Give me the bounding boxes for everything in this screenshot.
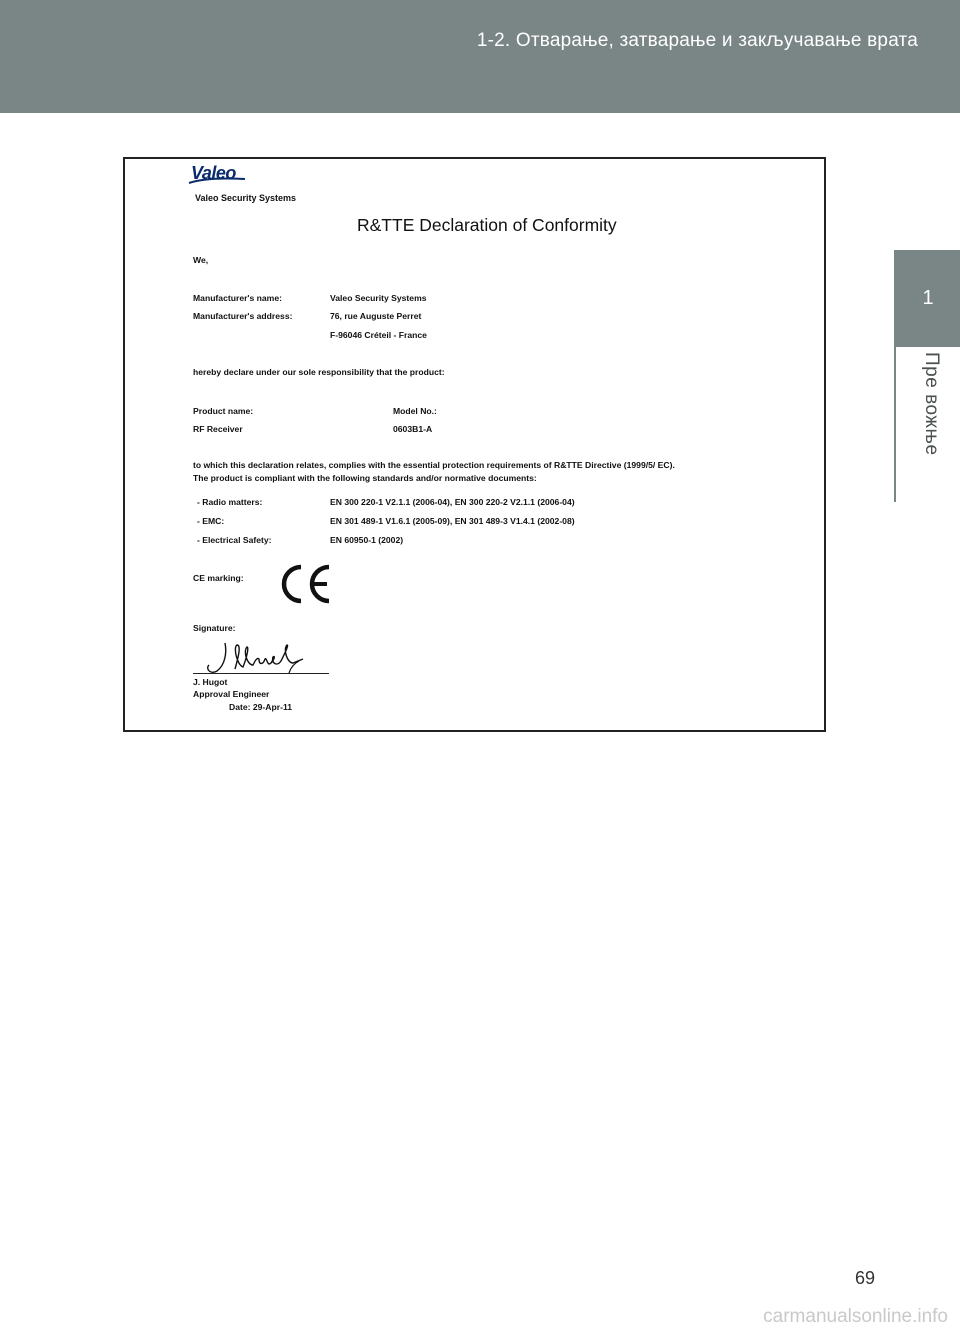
manufacturer-address-label: Manufacturer's address: <box>193 311 293 321</box>
document-title: R&TTE Declaration of Conformity <box>357 215 617 235</box>
compliance-line-1: to which this declaration relates, complies with the essential protection requirements of R&TTE Directive (1999/5/ EC). <box>193 460 675 470</box>
page-number: 69 <box>855 1268 876 1288</box>
standard-value: EN 300 220-1 V2.1.1 (2006-04), EN 300 220-2 V2.1.1 (2006-04) <box>330 497 575 507</box>
model-no-label: Model No.: <box>393 406 437 416</box>
declare-text: hereby declare under our sole responsibility that the product: <box>193 367 445 377</box>
ce-marking-label: CE marking: <box>193 573 244 583</box>
ce-mark-icon <box>279 563 333 605</box>
standard-label: - Electrical Safety: <box>197 535 272 545</box>
product-name: RF Receiver <box>193 424 243 434</box>
valeo-logo: Valeo <box>191 163 236 183</box>
side-tab-number: 1 <box>896 250 960 347</box>
logo-swoosh-icon <box>187 177 247 185</box>
chapter-header-band <box>0 0 960 113</box>
signer-name: J. Hugot <box>193 677 228 687</box>
compliance-line-2: The product is compliant with the following standards and/or normative documents: <box>193 473 537 483</box>
site-watermark: carmanualsonline.info <box>763 1306 948 1327</box>
standard-value: EN 301 489-1 V1.6.1 (2005-09), EN 301 489-3 V1.4.1 (2002-08) <box>330 516 575 526</box>
side-tab-label: Пре вожње <box>921 352 942 456</box>
signature-rule <box>193 673 329 674</box>
signature-label: Signature: <box>193 623 236 633</box>
declaration-date: Date: 29-Apr-11 <box>229 702 293 712</box>
we-text: We, <box>193 255 209 265</box>
handwritten-signature-icon <box>191 637 331 677</box>
company-subtitle: Valeo Security Systems <box>195 193 297 203</box>
declaration-document <box>123 157 826 732</box>
manufacturer-name: Valeo Security Systems <box>330 293 427 303</box>
product-name-label: Product name: <box>193 406 254 416</box>
address-line-1: 76, rue Auguste Perret <box>330 311 422 321</box>
manufacturer-name-label: Manufacturer's name: <box>193 293 282 303</box>
chapter-title: 1-2. Отварање, затварање и закључавање врата <box>476 30 918 51</box>
address-line-2: F-96046 Créteil - France <box>330 330 427 340</box>
signer-title: Approval Engineer <box>193 689 270 699</box>
standard-label: - Radio matters: <box>197 497 263 507</box>
standard-value: EN 60950-1 (2002) <box>330 535 404 545</box>
model-no: 0603B1-A <box>393 424 433 434</box>
standard-label: - EMC: <box>197 516 225 526</box>
